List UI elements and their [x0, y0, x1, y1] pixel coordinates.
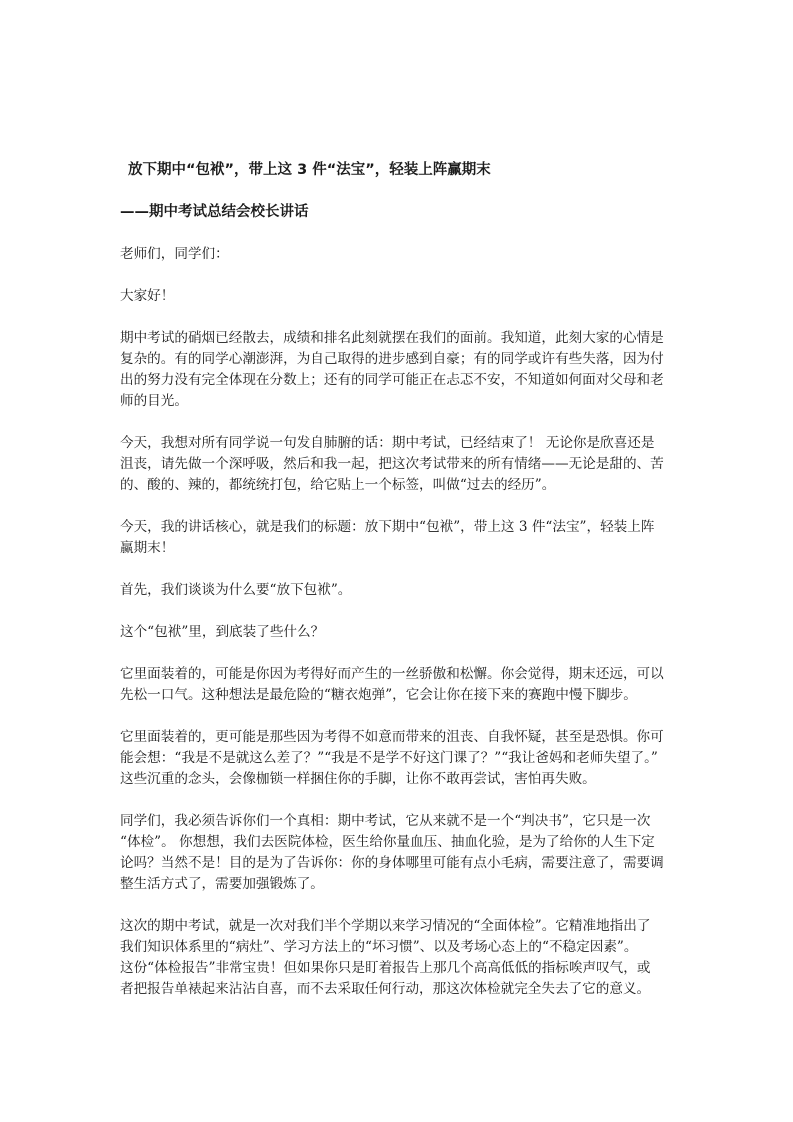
- paragraph-line: 赢期末！: [120, 540, 175, 556]
- paragraph-line: 它里面装着的，更可能是那些因为考得不如意而带来的沮丧、自我怀疑，甚至是恐惧。你可: [120, 729, 664, 745]
- paragraph: [120, 433, 690, 496]
- paragraph: [120, 727, 690, 790]
- paragraph-line: 首先，我们谈谈为什么要“放下包袱”。: [120, 582, 352, 598]
- paragraph-line: 论吗？当然不是！目的是为了告诉你：你的身体哪里可能有点小毛病，需要注意了，需要调: [120, 855, 664, 871]
- document-title: 放下期中“包袱”，带上这 3 件“法宝”，轻装上阵赢期末: [128, 162, 491, 178]
- paragraph-line: 它里面装着的，可能是你因为考得好而产生的一丝骄傲和松懈。你会觉得，期末还远，可以: [120, 666, 664, 682]
- paragraph: [120, 664, 690, 706]
- paragraph-line: 出的努力没有完全体现在分数上；还有的同学可能正在忐忑不安，不知道如何面对父母和老: [120, 372, 664, 388]
- paragraph-line: 的、酸的、辣的，都统统打包，给它贴上一个标签，叫做“过去的经历”。: [120, 477, 556, 493]
- paragraph: [120, 328, 690, 412]
- paragraph-line: 整生活方式了，需要加强锻炼了。: [120, 876, 324, 892]
- document-body: [120, 244, 690, 1000]
- paragraph-line: 师的目光。: [120, 393, 188, 409]
- paragraph: [120, 811, 690, 895]
- paragraph: [120, 580, 690, 601]
- paragraph-line: 这些沉重的念头，会像枷锁一样捆住你的手脚，让你不敢再尝试，害怕再失败。: [120, 771, 596, 787]
- paragraph: [120, 622, 690, 643]
- document-subtitle: ——期中考试总结会校长讲话: [120, 204, 309, 220]
- paragraph-line: 复杂的。有的同学心潮澎湃，为自己取得的进步感到自豪；有的同学或许有些失落，因为付: [120, 351, 664, 367]
- paragraph-line: 今天，我想对所有同学说一句发自肺腑的话：期中考试，已经结束了！ 无论你是欣喜还是: [120, 435, 655, 451]
- paragraph-line: 这个“包袱”里，到底装了些什么？: [120, 624, 325, 640]
- paragraph: [120, 286, 690, 307]
- paragraph-line: 沮丧，请先做一个深呼吸，然后和我一起，把这次考试带来的所有情绪——无论是甜的、苦: [120, 456, 664, 472]
- paragraph-line: 先松一口气。这种想法是最危险的“糖衣炮弹”，它会让你在接下来的赛跑中慢下脚步。: [120, 687, 637, 703]
- paragraph-line: “体检”。 你想想，我们去医院体检，医生给你量血压、抽血化验，是为了给你的人生下定: [120, 834, 655, 850]
- paragraph-line: 者把报告单裱起来沾沾自喜，而不去采取任何行动，那这次体检就完全失去了它的意义。: [120, 981, 651, 997]
- paragraph: [120, 517, 690, 559]
- paragraph-line: 我们知识体系里的“病灶”、学习方法上的“坏习惯”、以及考场心态上的“不稳定因素”。: [120, 939, 638, 955]
- paragraph-line: 这份“体检报告”非常宝贵！但如果你只是盯着报告上那几个高高低低的指标唉声叹气，或: [120, 960, 651, 976]
- paragraph: [120, 916, 690, 1000]
- paragraph-line: 同学们，我必须告诉你们一个真相：期中考试，它从来就不是一个“判决书”，它只是一次: [120, 813, 651, 829]
- paragraph: [120, 244, 690, 265]
- paragraph-line: 今天，我的讲话核心，就是我们的标题：放下期中“包袱”，带上这 3 件“法宝”，轻装上阵: [120, 519, 655, 535]
- paragraph-line: 这次的期中考试，就是一次对我们半个学期以来学习情况的“全面体检”。它精准地指出了: [120, 918, 651, 934]
- document-page: [120, 160, 690, 1021]
- paragraph-line: 老师们，同学们：: [120, 246, 229, 262]
- paragraph-line: 期中考试的硝烟已经散去，成绩和排名此刻就摆在我们的面前。我知道，此刻大家的心情是: [120, 330, 664, 346]
- paragraph-line: 大家好！: [120, 288, 175, 304]
- paragraph-line: 能会想：“我是不是就这么差了？”“我是不是学不好这门课了？”“我让爸妈和老师失望了。”: [120, 750, 658, 766]
